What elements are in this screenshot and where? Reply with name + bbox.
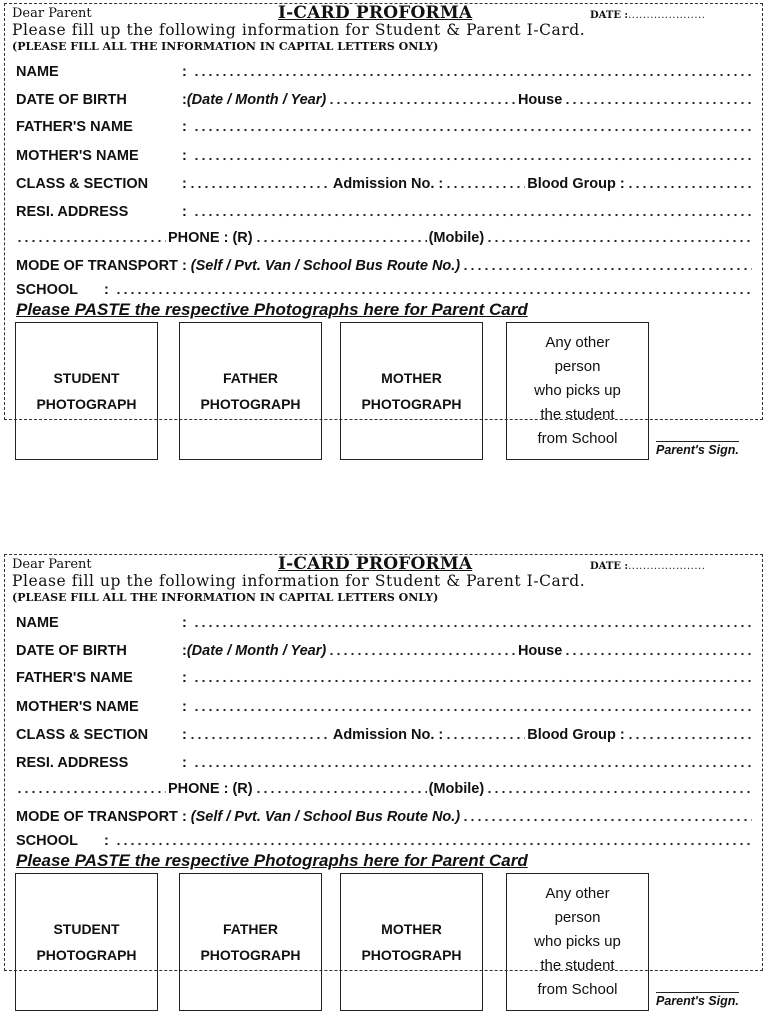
colon: : bbox=[182, 92, 187, 108]
other-person-line: person bbox=[554, 909, 601, 926]
blood-group-label: Blood Group : bbox=[527, 176, 625, 192]
father-photo-label: FATHER bbox=[223, 370, 278, 386]
admission-no-field[interactable] bbox=[445, 730, 525, 740]
other-person-line: from School bbox=[537, 981, 618, 998]
address-field[interactable] bbox=[193, 758, 752, 768]
name-field[interactable] bbox=[193, 618, 752, 628]
class-section-field[interactable] bbox=[189, 179, 331, 189]
colon: : bbox=[182, 755, 187, 771]
mobile-label: (Mobile) bbox=[428, 781, 485, 797]
date-field[interactable] bbox=[590, 10, 705, 21]
colon: : bbox=[182, 204, 187, 220]
name-label: NAME bbox=[16, 64, 59, 80]
dob-row bbox=[16, 88, 754, 108]
transport-options: (Self / Pvt. Van / School Bus Route No.) bbox=[190, 258, 461, 274]
phone-field[interactable] bbox=[255, 784, 427, 794]
student-photo-box[interactable] bbox=[15, 873, 158, 1011]
date-label: DATE : bbox=[590, 561, 629, 572]
transport-field[interactable] bbox=[462, 261, 752, 271]
dob-label: DATE OF BIRTH bbox=[16, 643, 127, 659]
admission-no-label: Admission No. : bbox=[332, 727, 444, 743]
capital-letters-note: (PLEASE FILL ALL THE INFORMATION IN CAPITAL LETTERS ONLY) bbox=[12, 591, 439, 604]
other-person-line: person bbox=[554, 358, 601, 375]
photo-label-sub: PHOTOGRAPH bbox=[36, 396, 137, 412]
photo-label-sub: PHOTOGRAPH bbox=[200, 396, 301, 412]
colon: : bbox=[182, 176, 187, 192]
name-row bbox=[16, 611, 754, 631]
instruction-text: Please fill up the following information for Student & Parent I-Card. bbox=[12, 572, 586, 590]
class-section-label: CLASS & SECTION bbox=[16, 727, 149, 743]
date-blank: ..................... bbox=[628, 561, 706, 572]
colon: : bbox=[104, 833, 109, 849]
blood-group-field[interactable] bbox=[627, 730, 752, 740]
icard-form bbox=[4, 554, 763, 1008]
paste-photographs-heading: Please PASTE the respective Photographs here for Parent Card bbox=[16, 851, 528, 870]
dob-field[interactable] bbox=[328, 646, 516, 656]
other-person-line: who picks up bbox=[534, 382, 621, 399]
mother-photo-box[interactable] bbox=[340, 322, 483, 460]
photo-label-sub: PHOTOGRAPH bbox=[361, 947, 462, 963]
school-row bbox=[16, 278, 754, 298]
transport-label: MODE OF TRANSPORT : bbox=[16, 258, 187, 274]
admission-no-field[interactable] bbox=[445, 179, 525, 189]
other-person-line: from School bbox=[537, 430, 618, 447]
dob-row bbox=[16, 639, 754, 659]
class-section-label: CLASS & SECTION bbox=[16, 176, 149, 192]
parent-signature-field[interactable]: Parent's Sign. bbox=[656, 443, 739, 457]
house-label: House bbox=[517, 643, 563, 659]
photo-label-sub: PHOTOGRAPH bbox=[36, 947, 137, 963]
father-name-label: FATHER'S NAME bbox=[16, 670, 133, 686]
other-person-line: the student bbox=[540, 957, 615, 974]
transport-field[interactable] bbox=[462, 812, 752, 822]
address-row bbox=[16, 751, 754, 771]
mobile-label: (Mobile) bbox=[428, 230, 485, 246]
house-label: House bbox=[517, 92, 563, 108]
photo-label-sub: PHOTOGRAPH bbox=[200, 947, 301, 963]
other-person-photo-box[interactable] bbox=[506, 322, 649, 460]
transport-label: MODE OF TRANSPORT : bbox=[16, 809, 187, 825]
student-photo-label: STUDENT bbox=[53, 370, 120, 386]
student-photo-label: STUDENT bbox=[53, 921, 120, 937]
father-name-field[interactable] bbox=[193, 122, 752, 132]
school-field[interactable] bbox=[115, 836, 752, 846]
instruction-text: Please fill up the following information for Student & Parent I-Card. bbox=[12, 21, 586, 39]
transport-row bbox=[16, 254, 754, 274]
address-label: RESI. ADDRESS bbox=[16, 204, 129, 220]
name-label: NAME bbox=[16, 615, 59, 631]
student-photo-box[interactable] bbox=[15, 322, 158, 460]
other-person-line: who picks up bbox=[534, 933, 621, 950]
name-row bbox=[16, 60, 754, 80]
colon: : bbox=[182, 699, 187, 715]
other-person-line: the student bbox=[540, 406, 615, 423]
phone-row bbox=[16, 777, 754, 797]
mother-name-field[interactable] bbox=[193, 702, 752, 712]
mother-photo-box[interactable] bbox=[340, 873, 483, 1011]
admission-no-label: Admission No. : bbox=[332, 176, 444, 192]
address-continued-field[interactable] bbox=[16, 233, 166, 243]
class-section-row bbox=[16, 723, 754, 743]
dob-label: DATE OF BIRTH bbox=[16, 92, 127, 108]
paste-photographs-heading: Please PASTE the respective Photographs here for Parent Card bbox=[16, 300, 528, 319]
date-blank: ..................... bbox=[628, 10, 706, 21]
colon: : bbox=[182, 643, 187, 659]
father-name-field[interactable] bbox=[193, 673, 752, 683]
colon: : bbox=[182, 148, 187, 164]
parent-signature-field[interactable]: Parent's Sign. bbox=[656, 994, 739, 1008]
icard-form bbox=[4, 3, 763, 457]
photo-label-sub: PHOTOGRAPH bbox=[361, 396, 462, 412]
father-photo-box[interactable] bbox=[179, 322, 322, 460]
mother-name-label: MOTHER'S NAME bbox=[16, 699, 139, 715]
name-field[interactable] bbox=[193, 67, 752, 77]
father-photo-box[interactable] bbox=[179, 873, 322, 1011]
dob-format-hint: (Date / Month / Year) bbox=[186, 92, 327, 108]
blood-group-label: Blood Group : bbox=[527, 727, 625, 743]
address-continued-field[interactable] bbox=[16, 784, 166, 794]
mother-photo-label: MOTHER bbox=[381, 921, 442, 937]
class-section-row bbox=[16, 172, 754, 192]
mother-name-label: MOTHER'S NAME bbox=[16, 148, 139, 164]
capital-letters-note: (PLEASE FILL ALL THE INFORMATION IN CAPITAL LETTERS ONLY) bbox=[12, 40, 439, 53]
mobile-field[interactable] bbox=[486, 784, 752, 794]
house-field[interactable] bbox=[564, 95, 752, 105]
phone-label: PHONE : (R) bbox=[168, 230, 253, 246]
father-photo-label: FATHER bbox=[223, 921, 278, 937]
transport-options: (Self / Pvt. Van / School Bus Route No.) bbox=[190, 809, 461, 825]
mobile-field[interactable] bbox=[486, 233, 752, 243]
date-field[interactable] bbox=[590, 561, 705, 572]
mother-photo-label: MOTHER bbox=[381, 370, 442, 386]
dob-field[interactable] bbox=[328, 95, 516, 105]
colon: : bbox=[182, 615, 187, 631]
form-title: I-CARD PROFORMA bbox=[278, 3, 473, 23]
address-row bbox=[16, 200, 754, 220]
father-name-row bbox=[16, 115, 754, 135]
address-label: RESI. ADDRESS bbox=[16, 755, 129, 771]
school-field[interactable] bbox=[115, 285, 752, 295]
colon: : bbox=[104, 282, 109, 298]
phone-label: PHONE : (R) bbox=[168, 781, 253, 797]
other-person-line: Any other bbox=[545, 334, 610, 351]
greeting: Dear Parent bbox=[12, 6, 92, 21]
phone-row bbox=[16, 226, 754, 246]
school-label: SCHOOL bbox=[16, 833, 79, 849]
mother-name-row bbox=[16, 144, 754, 164]
colon: : bbox=[182, 64, 187, 80]
class-section-field[interactable] bbox=[189, 730, 331, 740]
colon: : bbox=[182, 670, 187, 686]
school-label: SCHOOL bbox=[16, 282, 79, 298]
greeting: Dear Parent bbox=[12, 557, 92, 572]
phone-field[interactable] bbox=[255, 233, 427, 243]
form-title: I-CARD PROFORMA bbox=[278, 554, 473, 574]
father-name-row bbox=[16, 666, 754, 686]
school-row bbox=[16, 829, 754, 849]
house-field[interactable] bbox=[564, 646, 752, 656]
colon: : bbox=[182, 119, 187, 135]
other-person-photo-box[interactable] bbox=[506, 873, 649, 1011]
address-field[interactable] bbox=[193, 207, 752, 217]
father-name-label: FATHER'S NAME bbox=[16, 119, 133, 135]
colon: : bbox=[182, 727, 187, 743]
dob-format-hint: (Date / Month / Year) bbox=[186, 643, 327, 659]
blood-group-field[interactable] bbox=[627, 179, 752, 189]
date-label: DATE : bbox=[590, 10, 629, 21]
transport-row bbox=[16, 805, 754, 825]
mother-name-field[interactable] bbox=[193, 151, 752, 161]
mother-name-row bbox=[16, 695, 754, 715]
other-person-line: Any other bbox=[545, 885, 610, 902]
